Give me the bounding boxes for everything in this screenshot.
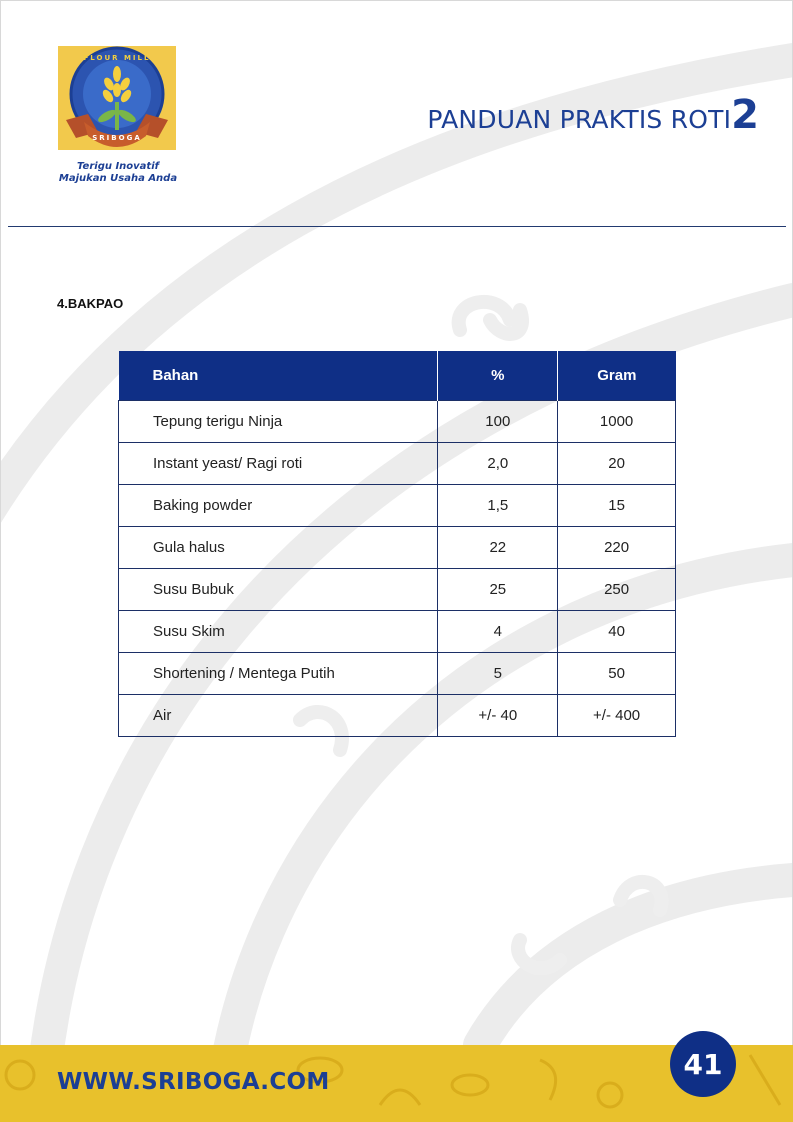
ingredient-percent: 1,5 xyxy=(438,485,558,527)
column-header-bahan: Bahan xyxy=(119,351,438,401)
document-title xyxy=(427,92,759,138)
ingredient-percent: 25 xyxy=(438,569,558,611)
ingredient-percent: 22 xyxy=(438,527,558,569)
table-header-row xyxy=(119,351,676,401)
table-row xyxy=(119,401,676,443)
title-number: 2 xyxy=(731,92,759,138)
ingredient-gram: 220 xyxy=(558,527,676,569)
ingredient-percent: 4 xyxy=(438,611,558,653)
ingredient-name: Tepung terigu Ninja xyxy=(119,401,438,443)
ingredient-gram: 15 xyxy=(558,485,676,527)
logo-emblem xyxy=(58,44,178,154)
ingredient-gram: +/- 400 xyxy=(558,695,676,737)
table-row xyxy=(119,611,676,653)
table-row xyxy=(119,485,676,527)
website-link[interactable]: WWW.SRIBOGA.COM xyxy=(57,1069,330,1095)
title-text: PANDUAN PRAKTIS ROTI xyxy=(427,105,732,134)
ingredient-name: Instant yeast/ Ragi roti xyxy=(119,443,438,485)
column-header-gram: Gram xyxy=(558,351,676,401)
ingredient-name: Air xyxy=(119,695,438,737)
sriboga-logo xyxy=(58,44,188,189)
header-divider xyxy=(8,226,786,227)
logo-ring-text: FLOUR MILL xyxy=(83,54,151,62)
logo-ribbon-text: SRIBOGA xyxy=(92,134,142,142)
table-row xyxy=(119,569,676,611)
ingredient-name: Susu Bubuk xyxy=(119,569,438,611)
column-header-percent: % xyxy=(438,351,558,401)
ingredient-percent: 100 xyxy=(438,401,558,443)
ingredient-percent: 2,0 xyxy=(438,443,558,485)
ingredient-table xyxy=(118,351,676,737)
table-row xyxy=(119,695,676,737)
page-number: 41 xyxy=(683,1047,723,1081)
ingredient-gram: 50 xyxy=(558,653,676,695)
ingredient-gram: 40 xyxy=(558,611,676,653)
table-row xyxy=(119,653,676,695)
ingredient-name: Gula halus xyxy=(119,527,438,569)
ingredient-percent: 5 xyxy=(438,653,558,695)
ingredient-name: Baking powder xyxy=(119,485,438,527)
ingredient-gram: 1000 xyxy=(558,401,676,443)
ingredient-name: Susu Skim xyxy=(119,611,438,653)
ingredient-gram: 20 xyxy=(558,443,676,485)
page-number-badge xyxy=(670,1031,736,1097)
ingredient-name: Shortening / Mentega Putih xyxy=(119,653,438,695)
ingredient-percent: +/- 40 xyxy=(438,695,558,737)
tagline-line-1: Terigu Inovatif xyxy=(77,161,159,172)
ingredient-gram: 250 xyxy=(558,569,676,611)
tagline-line-2: Majukan Usaha Anda xyxy=(58,173,178,184)
logo-tagline xyxy=(58,161,178,185)
table-row xyxy=(119,527,676,569)
table-row xyxy=(119,443,676,485)
section-heading: 4.BAKPAO xyxy=(57,296,124,311)
